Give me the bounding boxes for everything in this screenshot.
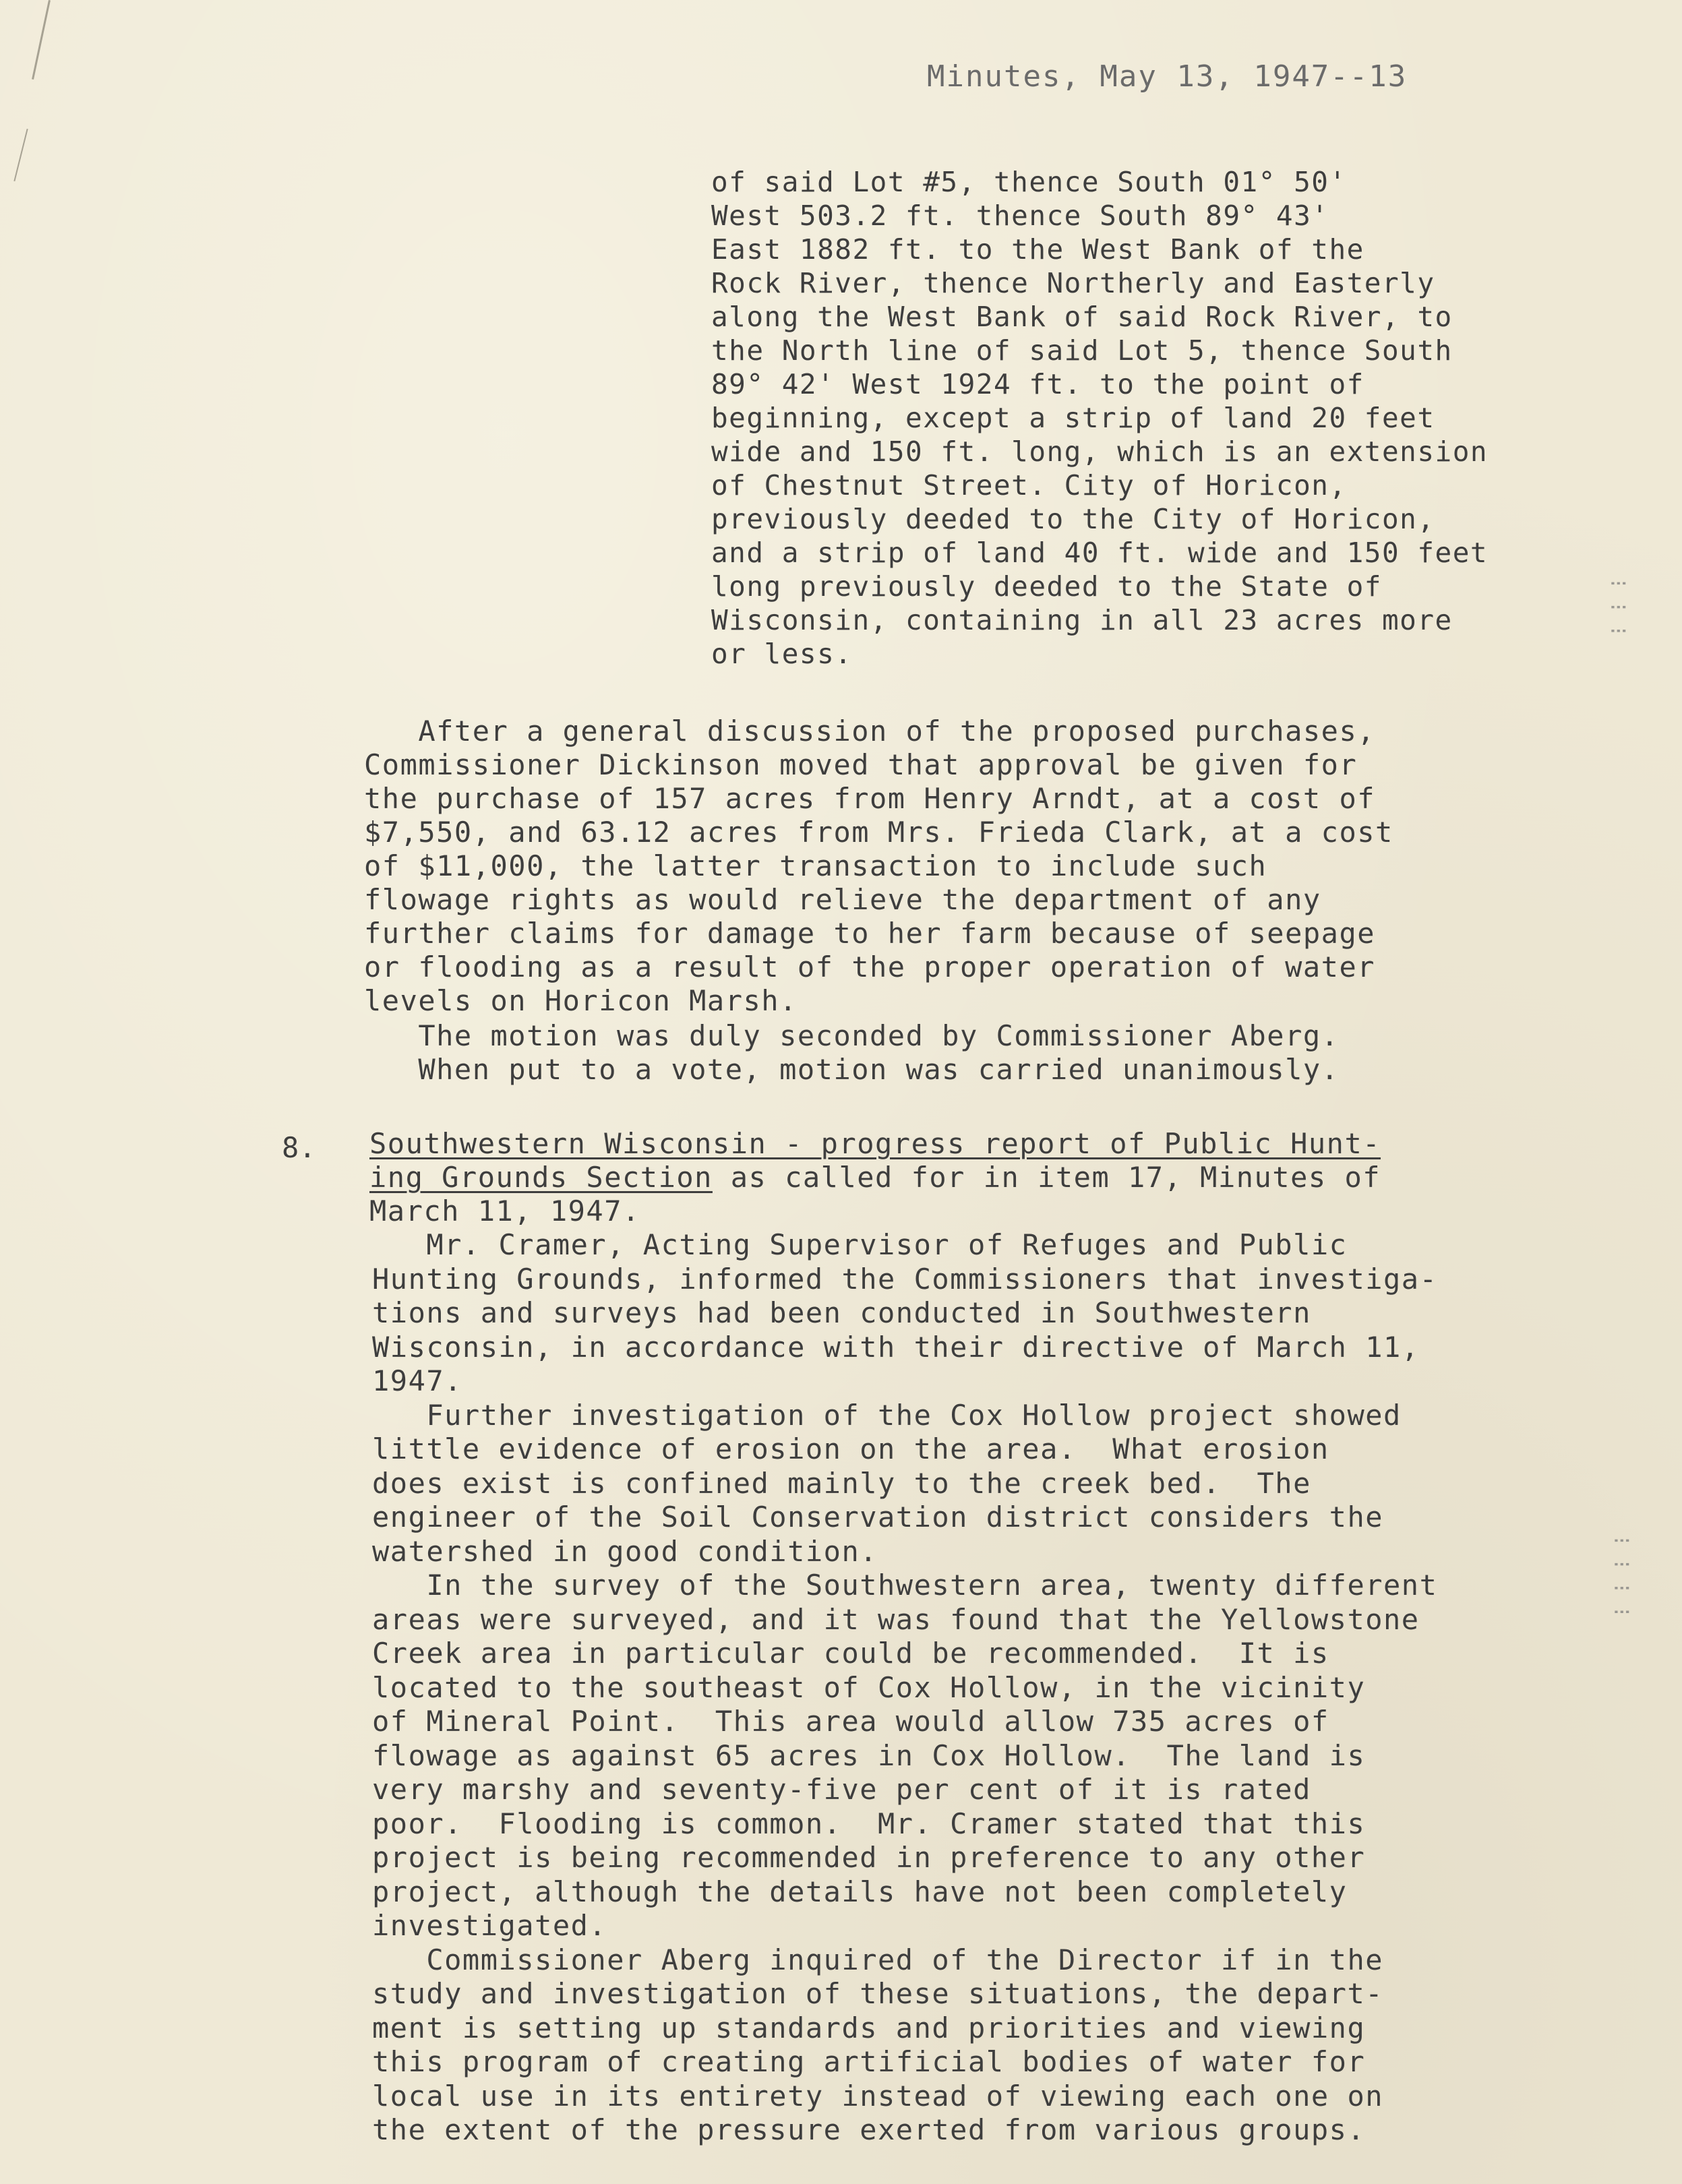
text-line: When put to a vote, motion was carried unanimously. <box>364 1053 1340 1086</box>
text-line: this program of creating artificial bodies of water for <box>372 2045 1366 2078</box>
text-line: further claims for damage to her farm because of seepage <box>364 917 1376 950</box>
text-line: Rock River, thence Northerly and Easterly <box>711 267 1435 299</box>
margin-annotation: ⁝ ⁝ ⁝ <box>1604 580 1631 636</box>
text-line: long previously deeded to the State of <box>711 570 1382 603</box>
text-line: wide and 150 ft. long, which is an extension <box>711 435 1489 468</box>
text-line: project, although the details have not been completely <box>372 1875 1348 1908</box>
text-line: In the survey of the Southwestern area, twenty different <box>372 1569 1438 1602</box>
text-line: 1947. <box>372 1364 462 1397</box>
text-line: or less. <box>711 638 853 670</box>
text-line: along the West Bank of said Rock River, to <box>711 301 1453 333</box>
text-line: the extent of the pressure exerted from various groups. <box>372 2113 1366 2146</box>
text-line: does exist is confined mainly to the creek bed. The <box>372 1466 1311 1500</box>
text-line: local use in its entirety instead of viewing each one on <box>372 2079 1384 2113</box>
text-line: and a strip of land 40 ft. wide and 150 feet <box>711 537 1489 569</box>
paper-edge-mark <box>32 0 51 80</box>
item-heading <box>369 1127 1381 1228</box>
text-line: Commissioner Aberg inquired of the Director if in the <box>372 1943 1384 1976</box>
text-line: Mr. Cramer, Acting Supervisor of Refuges and Public <box>372 1228 1348 1261</box>
text-line: little evidence of erosion on the area. What erosion <box>372 1432 1329 1465</box>
text-line: previously deeded to the City of Horicon, <box>711 503 1435 535</box>
text-line: located to the southeast of Cox Hollow, in the vicinity <box>372 1670 1366 1704</box>
text-line: Wisconsin, containing in all 23 acres more <box>711 604 1453 636</box>
item-body <box>372 1228 1437 2148</box>
text-line: Commissioner Dickinson moved that approval be given for <box>364 748 1358 781</box>
text-line: areas were surveyed, and it was found that the Yellowstone <box>372 1602 1420 1636</box>
margin-annotation: ⁝ ⁝ ⁝ ⁝ <box>1608 1537 1635 1617</box>
property-description <box>711 165 1488 671</box>
item-heading-rest: as called for in item 17, Minutes of <box>712 1161 1381 1194</box>
text-line: ment is setting up standards and priorities and viewing <box>372 2011 1366 2044</box>
text-line: East 1882 ft. to the West Bank of the <box>711 233 1364 266</box>
text-line: West 503.2 ft. thence South 89° 43' <box>711 200 1329 232</box>
text-line: of $11,000, the latter transaction to include such <box>364 849 1267 882</box>
text-line: of said Lot #5, thence South 01° 50' <box>711 166 1347 198</box>
item-number: 8. <box>282 1131 316 1164</box>
text-line: study and investigation of these situations, the depart- <box>372 1977 1384 2010</box>
page-header: Minutes, May 13, 1947--13 <box>927 59 1408 94</box>
motion-paragraph <box>364 1019 1339 1087</box>
text-line: Hunting Grounds, informed the Commissioners that investiga- <box>372 1262 1438 1296</box>
text-line: engineer of the Soil Conservation district considers the <box>372 1500 1384 1534</box>
text-line: of Chestnut Street. City of Horicon, <box>711 469 1347 502</box>
text-line: Creek area in particular could be recommended. It is <box>372 1637 1329 1670</box>
discussion-paragraph <box>364 715 1393 1018</box>
text-line: After a general discussion of the proposed purchases, <box>364 715 1376 748</box>
text-line: of Mineral Point. This area would allow 735 acres of <box>372 1705 1329 1738</box>
text-line: watershed in good condition. <box>372 1534 878 1568</box>
text-line: or flooding as a result of the proper operation of water <box>364 950 1376 983</box>
text-line: flowage rights as would relieve the department of any <box>364 883 1321 916</box>
item-heading-line3: March 11, 1947. <box>369 1194 640 1227</box>
text-line: project is being recommended in preference to any other <box>372 1841 1366 1874</box>
text-line: Wisconsin, in accordance with their directive of March 11, <box>372 1330 1420 1364</box>
text-line: investigated. <box>372 1909 607 1942</box>
paper-edge-mark <box>13 129 28 181</box>
text-line: levels on Horicon Marsh. <box>364 984 798 1017</box>
text-line: $7,550, and 63.12 acres from Mrs. Frieda Clark, at a cost <box>364 816 1393 849</box>
text-line: poor. Flooding is common. Mr. Cramer stated that this <box>372 1807 1366 1840</box>
text-line: Further investigation of the Cox Hollow project showed <box>372 1398 1402 1432</box>
item-heading-line1: Southwestern Wisconsin - progress report of Public Hunt- <box>369 1127 1381 1160</box>
text-line: very marshy and seventy-five per cent of it is rated <box>372 1773 1311 1806</box>
text-line: beginning, except a strip of land 20 feet <box>711 402 1435 434</box>
item-heading-underlined: ing Grounds Section <box>369 1161 713 1194</box>
text-line: flowage as against 65 acres in Cox Hollow. The land is <box>372 1738 1366 1772</box>
text-line: The motion was duly seconded by Commissioner Aberg. <box>364 1019 1340 1052</box>
text-line: tions and surveys had been conducted in Southwestern <box>372 1296 1311 1329</box>
text-line: the North line of said Lot 5, thence South <box>711 334 1453 367</box>
text-line: 89° 42' West 1924 ft. to the point of <box>711 368 1364 400</box>
text-line: the purchase of 157 acres from Henry Arndt, at a cost of <box>364 782 1376 815</box>
